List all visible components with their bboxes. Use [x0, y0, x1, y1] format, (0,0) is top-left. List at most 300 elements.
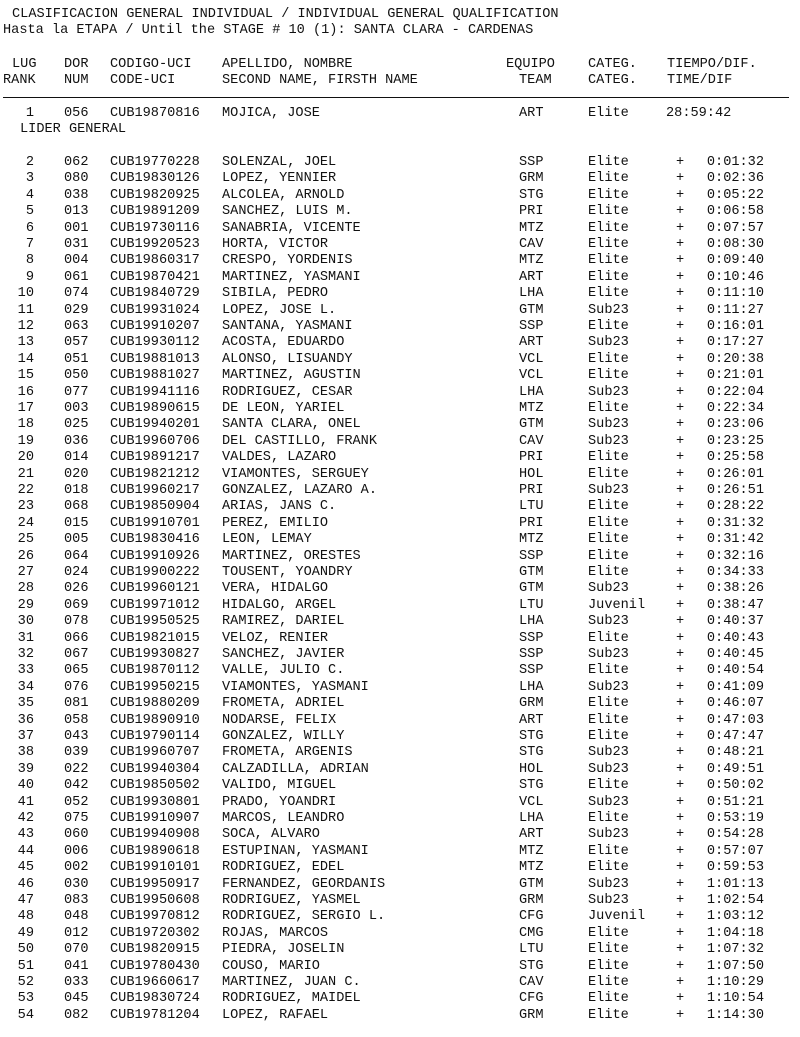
rank: 31 [17, 630, 34, 646]
rider-name: SOLENZAL, JOEL [222, 155, 337, 170]
uci-code: CUB19950525 [110, 614, 200, 630]
rank: 43 [17, 827, 34, 843]
category: Elite [588, 778, 629, 794]
uci-code: CUB19870112 [110, 663, 200, 679]
rider-name: SANCHEZ, JAVIER [222, 647, 345, 662]
gap-sign: + [676, 679, 685, 695]
gap-time: 0:49:51 [706, 761, 764, 777]
table-row [0, 942, 800, 958]
header-num-es: DOR [64, 57, 89, 72]
table-row [0, 877, 800, 893]
gap-time: 0:22:34 [706, 401, 764, 416]
table-row [0, 417, 800, 433]
table-row [0, 483, 800, 499]
bib-number: 080 [64, 171, 89, 187]
category: Sub23 [588, 679, 629, 695]
uci-code: CUB19660617 [110, 975, 200, 990]
rider-name: LEON, LEMAY [222, 532, 312, 548]
table-row [0, 745, 800, 761]
rider-name: SANABRIA, VICENTE [222, 220, 361, 236]
table-row [0, 352, 800, 368]
gap-sign: + [676, 729, 685, 744]
table-row [0, 303, 800, 319]
rider-name: RODRIGUEZ, CESAR [222, 384, 353, 400]
gap-sign: + [676, 778, 685, 794]
gap-sign: + [676, 335, 685, 351]
rider-name: ESTUPINAN, YASMANI [222, 843, 369, 859]
uci-code: CUB19781204 [110, 1007, 200, 1023]
gap-time: 0:06:58 [706, 204, 764, 220]
document-subtitle: Hasta la ETAPA / Until the STAGE # 10 (1): SANTA CLARA - CARDENAS [3, 23, 534, 38]
bib-number: 002 [64, 860, 89, 876]
table-row [0, 467, 800, 483]
gap-time: 0:23:06 [706, 417, 764, 433]
category: Sub23 [588, 614, 629, 630]
team-code: GTM [519, 581, 544, 597]
rider-name: MARTINEZ, ORESTES [222, 548, 361, 564]
team-code: STG [519, 729, 544, 744]
rider-name: HIDALGO, ARGEL [222, 597, 337, 613]
table-row [0, 516, 800, 532]
rank: 9 [25, 269, 34, 285]
table-row [0, 155, 800, 171]
table-row [0, 204, 800, 220]
gap-sign: + [676, 647, 685, 662]
table-row [0, 959, 800, 975]
uci-code: CUB19821212 [110, 466, 200, 482]
category: Elite [588, 515, 629, 531]
gap-time: 0:47:03 [706, 712, 764, 728]
table-row [0, 663, 800, 679]
team-code: MTZ [519, 253, 544, 269]
bib-number: 014 [64, 450, 89, 466]
uci-code: CUB19971012 [110, 597, 200, 613]
uci-code: CUB19891217 [110, 450, 200, 466]
category: Sub23 [588, 893, 629, 908]
team-code: ART [519, 106, 544, 121]
bib-number: 057 [64, 335, 89, 351]
table-row [0, 335, 800, 351]
gap-sign: + [676, 483, 685, 498]
table-row [0, 434, 800, 450]
category: Sub23 [588, 581, 629, 597]
uci-code: CUB19960217 [110, 483, 200, 498]
rider-name: RODRIGUEZ, YASMEL [222, 893, 361, 908]
rank: 32 [17, 647, 34, 662]
uci-code: CUB19910207 [110, 319, 200, 334]
gap-sign: + [676, 368, 685, 384]
bib-number: 060 [64, 827, 89, 843]
gap-sign: + [676, 253, 685, 269]
table-row [0, 319, 800, 335]
category: Elite [588, 187, 629, 203]
gap-sign: + [676, 811, 685, 826]
gap-time: 1:07:32 [706, 942, 764, 958]
rank: 30 [17, 614, 34, 630]
uci-code: CUB19780430 [110, 958, 200, 974]
uci-code: CUB19970812 [110, 909, 200, 925]
bib-number: 070 [64, 942, 89, 958]
table-row [0, 450, 800, 466]
rank: 15 [17, 368, 34, 384]
header-team-es: EQUIPO [506, 57, 555, 72]
gap-time: 0:05:22 [706, 187, 764, 203]
bib-number: 003 [64, 401, 89, 416]
uci-code: CUB19880209 [110, 696, 200, 712]
team-code: SSP [519, 155, 544, 170]
uci-code: CUB19891209 [110, 204, 200, 220]
category: Sub23 [588, 794, 629, 810]
gap-sign: + [676, 499, 685, 515]
category: Elite [588, 286, 629, 302]
gap-sign: + [676, 1007, 685, 1023]
rank: 33 [17, 663, 34, 679]
category: Sub23 [588, 384, 629, 400]
rider-name: VIAMONTES, YASMANI [222, 679, 369, 695]
rank: 20 [17, 450, 34, 466]
table-row [0, 909, 800, 925]
category: Elite [588, 696, 629, 712]
category: Elite [588, 663, 629, 679]
category: Sub23 [588, 483, 629, 498]
table-row [0, 729, 800, 745]
document-title: CLASIFICACION GENERAL INDIVIDUAL / INDIVIDUAL GENERAL QUALIFICATION [12, 7, 559, 22]
bib-number: 064 [64, 548, 89, 564]
gap-time: 1:02:54 [706, 893, 764, 908]
team-code: VCL [519, 794, 544, 810]
rank: 44 [17, 843, 34, 859]
bib-number: 018 [64, 483, 89, 498]
team-code: STG [519, 187, 544, 203]
gap-sign: + [676, 433, 685, 449]
uci-code: CUB19960707 [110, 745, 200, 761]
header-uci-en: CODE-UCI [110, 73, 176, 88]
gap-sign: + [676, 220, 685, 236]
category: Elite [588, 843, 629, 859]
table-row [0, 926, 800, 942]
bib-number: 056 [64, 106, 89, 121]
rider-name: GONZALEZ, WILLY [222, 729, 345, 744]
uci-code: CUB19931024 [110, 302, 200, 318]
uci-code: CUB19720302 [110, 925, 200, 941]
rider-name: PRADO, YOANDRI [222, 794, 337, 810]
gap-time: 1:01:13 [706, 876, 764, 892]
rider-name: RODRIGUEZ, MAIDEL [222, 991, 361, 1007]
team-code: STG [519, 958, 544, 974]
gap-sign: + [676, 269, 685, 285]
uci-code: CUB19890910 [110, 712, 200, 728]
category: Elite [588, 565, 629, 580]
rank: 54 [17, 1007, 34, 1023]
bib-number: 081 [64, 696, 89, 712]
rank: 7 [25, 237, 34, 252]
rider-name: NODARSE, FELIX [222, 712, 337, 728]
bib-number: 015 [64, 515, 89, 531]
header-time-es: TIEMPO/DIF. [667, 57, 757, 72]
team-code: SSP [519, 548, 544, 564]
rank: 50 [17, 942, 34, 958]
gap-time: 0:09:40 [706, 253, 764, 269]
gap-time: 0:57:07 [706, 843, 764, 859]
rank: 13 [17, 335, 34, 351]
gap-time: 0:02:36 [706, 171, 764, 187]
uci-code: CUB19881027 [110, 368, 200, 384]
table-row [0, 237, 800, 253]
category: Sub23 [588, 335, 629, 351]
bib-number: 063 [64, 319, 89, 334]
team-code: SSP [519, 647, 544, 662]
gap-sign: + [676, 187, 685, 203]
table-row [0, 598, 800, 614]
rider-name: PIEDRA, JOSELIN [222, 942, 345, 958]
bib-number: 036 [64, 433, 89, 449]
bib-number: 033 [64, 975, 89, 990]
category: Juvenil [588, 597, 646, 613]
gap-sign: + [676, 761, 685, 777]
gap-time: 0:31:32 [706, 515, 764, 531]
gap-time: 0:11:27 [706, 302, 764, 318]
table-row [0, 844, 800, 860]
gap-time: 0:07:57 [706, 220, 764, 236]
table-row [0, 614, 800, 630]
gap-time: 1:04:18 [706, 925, 764, 941]
bib-number: 067 [64, 647, 89, 662]
gap-time: 0:01:32 [706, 155, 764, 170]
rider-name: FROMETA, ARGENIS [222, 745, 353, 761]
team-code: CAV [519, 433, 544, 449]
uci-code: CUB19850502 [110, 778, 200, 794]
bib-number: 022 [64, 761, 89, 777]
rank: 36 [17, 712, 34, 728]
table-row [0, 778, 800, 794]
team-code: SSP [519, 663, 544, 679]
table-row [0, 549, 800, 565]
header-rank-es: LUG [12, 57, 37, 72]
uci-code: CUB19790114 [110, 729, 200, 744]
uci-code: CUB19941116 [110, 384, 200, 400]
table-row [0, 221, 800, 237]
rider-name: CALZADILLA, ADRIAN [222, 761, 369, 777]
rider-name: PEREZ, EMILIO [222, 515, 329, 531]
table-row [0, 565, 800, 581]
table-row [0, 631, 800, 647]
table-row [0, 253, 800, 269]
category: Juvenil [588, 909, 646, 925]
gap-sign: + [676, 925, 685, 941]
team-code: GTM [519, 302, 544, 318]
rank: 35 [17, 696, 34, 712]
bib-number: 068 [64, 499, 89, 515]
category: Elite [588, 106, 629, 121]
category: Elite [588, 220, 629, 236]
uci-code: CUB19950215 [110, 679, 200, 695]
rank: 34 [17, 679, 34, 695]
category: Elite [588, 860, 629, 876]
rider-name: MARTINEZ, YASMANI [222, 269, 361, 285]
bib-number: 030 [64, 876, 89, 892]
uci-code: CUB19730116 [110, 220, 200, 236]
category: Sub23 [588, 433, 629, 449]
category: Elite [588, 712, 629, 728]
table-row [0, 532, 800, 548]
header-team-en: TEAM [519, 73, 552, 88]
gap-time: 0:22:04 [706, 384, 764, 400]
rider-name: CRESPO, YORDENIS [222, 253, 353, 269]
rider-name: VALDES, LAZARO [222, 450, 337, 466]
rider-name: LOPEZ, RAFAEL [222, 1007, 329, 1023]
table-row [0, 581, 800, 597]
gap-sign: + [676, 171, 685, 187]
gap-sign: + [676, 401, 685, 416]
team-code: GTM [519, 565, 544, 580]
gap-time: 0:20:38 [706, 351, 764, 367]
table-row [0, 696, 800, 712]
category: Sub23 [588, 761, 629, 777]
table-row [0, 171, 800, 187]
gap-time: 1:07:50 [706, 958, 764, 974]
rank: 45 [17, 860, 34, 876]
gap-time: 0:25:58 [706, 450, 764, 466]
rank: 4 [25, 187, 34, 203]
rank: 2 [25, 155, 34, 170]
team-code: MTZ [519, 532, 544, 548]
category: Elite [588, 253, 629, 269]
uci-code: CUB19870421 [110, 269, 200, 285]
gap-time: 0:34:33 [706, 565, 764, 580]
bib-number: 045 [64, 991, 89, 1007]
rank: 12 [17, 319, 34, 334]
gap-sign: + [676, 827, 685, 843]
uci-code: CUB19840729 [110, 286, 200, 302]
bib-number: 061 [64, 269, 89, 285]
header-time-en: TIME/DIF [667, 73, 733, 88]
gap-sign: + [676, 286, 685, 302]
bib-number: 024 [64, 565, 89, 580]
table-row [0, 811, 800, 827]
rank: 1 [25, 106, 34, 121]
category: Sub23 [588, 745, 629, 761]
gap-sign: + [676, 712, 685, 728]
gap-time: 0:38:26 [706, 581, 764, 597]
bib-number: 074 [64, 286, 89, 302]
team-code: CAV [519, 237, 544, 252]
rank: 21 [17, 466, 34, 482]
bib-number: 006 [64, 843, 89, 859]
team-code: MTZ [519, 860, 544, 876]
team-code: PRI [519, 450, 544, 466]
uci-code: CUB19930112 [110, 335, 200, 351]
uci-code: CUB19940908 [110, 827, 200, 843]
category: Elite [588, 155, 629, 170]
gap-time: 0:59:53 [706, 860, 764, 876]
uci-code: CUB19910101 [110, 860, 200, 876]
category: Elite [588, 237, 629, 252]
bib-number: 075 [64, 811, 89, 826]
rank: 40 [17, 778, 34, 794]
rank: 5 [25, 204, 34, 220]
column-header-row-1 [0, 57, 800, 73]
bib-number: 048 [64, 909, 89, 925]
gap-time: 0:51:21 [706, 794, 764, 810]
rank: 39 [17, 761, 34, 777]
gap-time: 0:40:45 [706, 647, 764, 662]
gap-sign: + [676, 581, 685, 597]
bib-number: 005 [64, 532, 89, 548]
bib-number: 058 [64, 712, 89, 728]
rank: 25 [17, 532, 34, 548]
gap-sign: + [676, 794, 685, 810]
uci-code: CUB19950608 [110, 893, 200, 908]
rank: 16 [17, 384, 34, 400]
team-code: MTZ [519, 843, 544, 859]
team-code: CFG [519, 991, 544, 1007]
rider-name: COUSO, MARIO [222, 958, 320, 974]
team-code: MTZ [519, 401, 544, 416]
rider-name: HORTA, VICTOR [222, 237, 329, 252]
category: Sub23 [588, 647, 629, 662]
header-num-en: NUM [64, 73, 89, 88]
category: Elite [588, 368, 629, 384]
team-code: LTU [519, 499, 544, 515]
gap-time: 0:40:54 [706, 663, 764, 679]
rider-name: ACOSTA, EDUARDO [222, 335, 345, 351]
gap-sign: + [676, 614, 685, 630]
leader-label: LIDER GENERAL [20, 122, 127, 137]
rank: 6 [25, 220, 34, 236]
gap-sign: + [676, 204, 685, 220]
bib-number: 077 [64, 384, 89, 400]
bib-number: 078 [64, 614, 89, 630]
header-divider [3, 97, 789, 98]
bib-number: 066 [64, 630, 89, 646]
table-row [0, 499, 800, 515]
table-row [0, 368, 800, 384]
uci-code: CUB19960121 [110, 581, 200, 597]
category: Elite [588, 401, 629, 416]
rider-name: SOCA, ALVARO [222, 827, 320, 843]
bib-number: 029 [64, 302, 89, 318]
bib-number: 051 [64, 351, 89, 367]
uci-code: CUB19930827 [110, 647, 200, 662]
table-row [0, 762, 800, 778]
gap-sign: + [676, 548, 685, 564]
team-code: SSP [519, 630, 544, 646]
rank: 22 [17, 483, 34, 498]
gap-sign: + [676, 745, 685, 761]
rider-name: LOPEZ, YENNIER [222, 171, 337, 187]
rank: 41 [17, 794, 34, 810]
team-code: CAV [519, 975, 544, 990]
gap-sign: + [676, 237, 685, 252]
rank: 29 [17, 597, 34, 613]
gap-sign: + [676, 860, 685, 876]
gap-time: 0:31:42 [706, 532, 764, 548]
gap-time: 0:10:46 [706, 269, 764, 285]
team-code: LTU [519, 597, 544, 613]
category: Elite [588, 991, 629, 1007]
bib-number: 082 [64, 1007, 89, 1023]
team-code: PRI [519, 204, 544, 220]
team-code: VCL [519, 351, 544, 367]
team-code: ART [519, 269, 544, 285]
rank: 49 [17, 925, 34, 941]
rank: 26 [17, 548, 34, 564]
rider-name: FROMETA, ADRIEL [222, 696, 345, 712]
rider-name: ALCOLEA, ARNOLD [222, 187, 345, 203]
gap-time: 0:38:47 [706, 597, 764, 613]
gap-time: 0:23:25 [706, 433, 764, 449]
rank: 38 [17, 745, 34, 761]
